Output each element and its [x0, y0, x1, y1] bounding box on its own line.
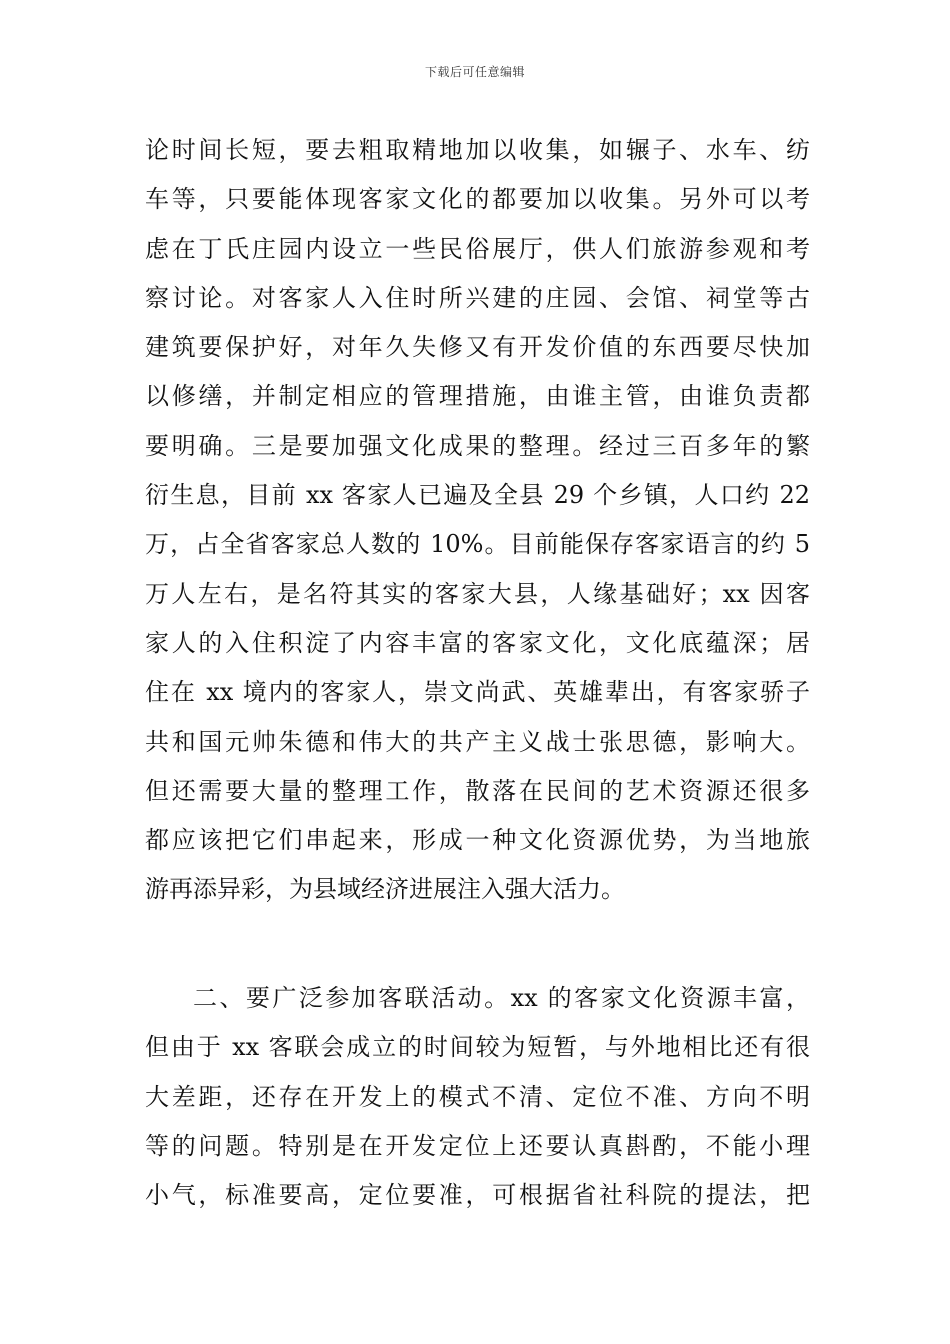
text-line: 游再添异彩，为县域经济进展注入强大活力。 [145, 875, 625, 904]
text-line: 但还需要大量的整理工作，散落在民间的艺术资源还很多 [145, 776, 810, 805]
text-line: 衍生息，目前 xx 客家人已遍及全县 29 个乡镇，人口约 22 [145, 481, 810, 510]
body-paragraph [145, 974, 810, 1220]
text-line: 小气，标准要高，定位要准，可根据省社科院的提法，把 [145, 1181, 810, 1210]
page-header: 下载后可任意编辑 [424, 65, 525, 79]
text-line: 论时间长短，要去粗取精地加以收集，如辗子、水车、纺 [145, 136, 810, 164]
text-line: 车等，只要能体现客家文化的都要加以收集。另外可以考 [145, 185, 810, 214]
text-line: 都应该把它们串起来，形成一种文化资源优势，为当地旅 [145, 826, 810, 855]
text-line: 但由于 xx 客联会成立的时间较为短暂，与外地相比还有很 [145, 1033, 810, 1062]
text-line: 住在 xx 境内的客家人，崇文尚武、英雄辈出，有客家骄子 [145, 678, 810, 707]
text-line: 大差距，还存在开发上的模式不清、定位不准、方向不明 [145, 1082, 810, 1111]
text-line: 察讨论。对客家人入住时所兴建的庄园、会馆、祠堂等古 [145, 283, 810, 312]
text-line: 家人的入住积淀了内容丰富的客家文化，文化底蕴深；居 [145, 628, 810, 657]
text-line: 要明确。三是要加强文化成果的整理。经过三百多年的繁 [145, 431, 810, 460]
text-line: 虑在丁氏庄园内设立一些民俗展厅，供人们旅游参观和考 [145, 234, 810, 263]
body-paragraph [145, 126, 810, 915]
text-line: 万，占全省客家总人数的 10%。目前能保存客家语言的约 5 [145, 530, 810, 559]
text-line: 共和国元帅朱德和伟大的共产主义战士张思德，影响大。 [145, 727, 810, 756]
text-line: 等的问题。特别是在开发定位上还要认真斟酌，不能小理 [145, 1131, 810, 1160]
text-line: 以修缮，并制定相应的管理措施，由谁主管，由谁负责都 [145, 382, 810, 411]
text-line: 建筑要保护好，对年久失修又有开发价值的东西要尽快加 [145, 333, 810, 362]
text-line: 万人左右，是名符其实的客家大县，人缘基础好；xx 因客 [145, 579, 810, 608]
text-line: 二、要广泛参加客联活动。xx 的客家文化资源丰富， [193, 984, 810, 1012]
